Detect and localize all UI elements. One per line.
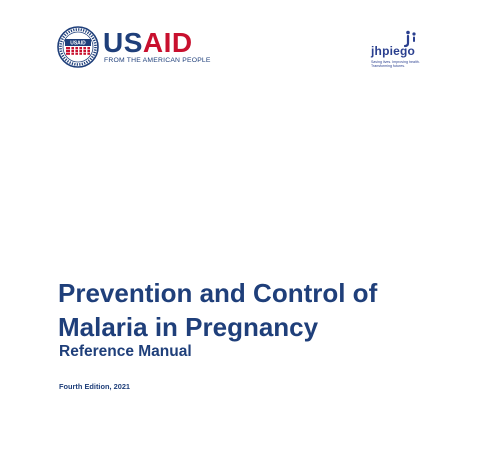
jhpiego-name: jhpiego (371, 44, 416, 58)
jhpiego-tagline: Saving lives. Improving health. Transforming futures. (371, 60, 420, 68)
edition-label: Fourth Edition, 2021 (59, 382, 131, 391)
usaid-logo (57, 26, 211, 72)
jhpiego-logo (361, 30, 431, 70)
usaid-seal-icon (57, 26, 99, 68)
usaid-wordmark-us: US (103, 27, 143, 58)
svg-text:USAID: USAID (70, 40, 86, 47)
usaid-tagline: FROM THE AMERICAN PEOPLE (104, 57, 211, 64)
document-subtitle: Reference Manual (59, 343, 192, 360)
usaid-wordmark-aid: AID (142, 27, 193, 58)
document-title: Prevention and Control of Malaria in Pregnancy (58, 278, 378, 342)
usaid-wordmark (103, 28, 193, 58)
